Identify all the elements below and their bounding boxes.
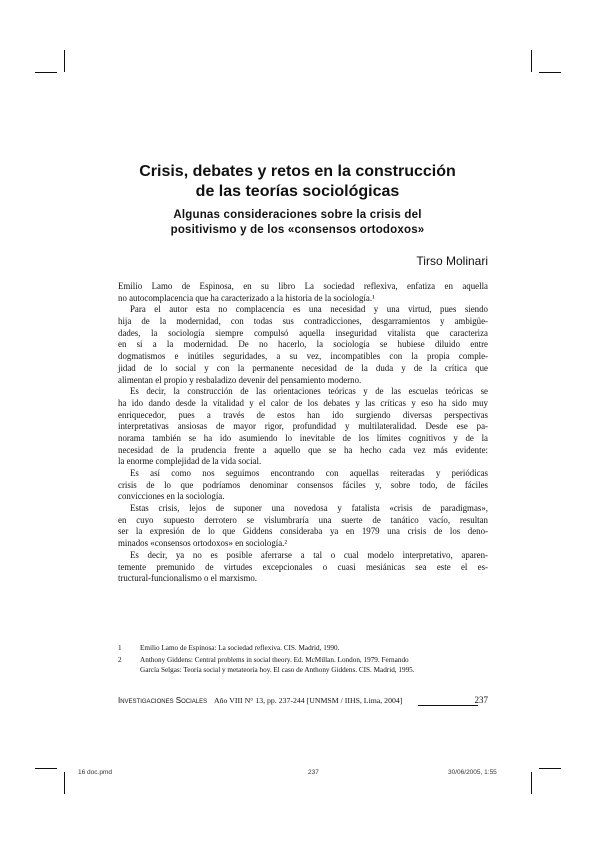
article-subtitle-line-2: positivismo y de los «consensos ortodoxos» xyxy=(170,224,425,236)
body-line: en cuyo supuesto derrotero se vislumbraría una suerte de tanático vacío, resultan xyxy=(118,514,488,525)
crop-mark-top-left-v xyxy=(64,50,65,72)
crop-mark-bottom-right-v xyxy=(531,772,532,794)
body-line: ser la expresión de lo que Giddens consideraba ya en 1979 una crisis de los deno- xyxy=(118,526,488,537)
footnote-2-continued xyxy=(118,666,488,676)
crop-mark-bottom-left-v xyxy=(64,772,65,794)
body-line: alimentan el propio y resbaladizo devenir del pensamiento moderno. xyxy=(118,374,362,385)
crop-mark-bottom-right-h xyxy=(539,768,561,769)
slug-filename: 16 doc.pmd xyxy=(78,769,112,776)
body-line: Estas crisis, lejos de suponer una novedosa y fatalista «crisis de paradigmas», xyxy=(130,503,488,514)
body-line: convicciones en la sociología. xyxy=(118,491,225,502)
body-line: hija de la modernidad, con todas sus contradicciones, desgarramientos y ambigüe- xyxy=(118,316,488,327)
body-line: Emilio Lamo de Espinosa, en su libro La sociedad reflexiva, enfatiza en aquella xyxy=(118,281,488,291)
body-line: crisis de lo que podríamos denominar consensos fáciles y, sobre todo, de fáciles xyxy=(118,479,488,490)
crop-mark-top-right-v xyxy=(531,50,532,72)
body-line: dades, la sociología siempre compulsó aquella inseguridad vitalista que caracteriza xyxy=(118,327,488,338)
footnote-text: Emilio Lamo de Espinosa: La sociedad reflexiva. CIS. Madrid, 1990. xyxy=(140,644,340,652)
body-line: interpretativas ansiosas de mayor rigor, profundidad y multilateralidad. Desde ese pa- xyxy=(118,421,488,432)
footnote-text: García Selgas: Teoría social y metateoría hoy. El caso de Anthony Giddens. CIS. Madrid, 1995. xyxy=(140,666,415,674)
slug-date: 30/06/2005, 1:55 xyxy=(448,769,497,776)
footnote-2 xyxy=(118,656,488,666)
body-line: minados «consensos ortodoxos» en sociología.² xyxy=(118,538,288,549)
body-line: en sí a la modernidad. De no hacerlo, la sociología se hubiese diluido entre xyxy=(118,339,488,350)
body-line: no autocomplacencia que ha caracterizado a la historia de la sociología.¹ xyxy=(118,292,375,303)
author-name: Tirso Molinari xyxy=(416,254,488,268)
body-line: Es así como nos seguimos encontrando con aquellas reiteradas y periódicas xyxy=(130,468,488,478)
footnote-number: 1 xyxy=(118,644,122,652)
body-line: necesidad de la prudencia frente a aquello que se ha hecho cada vez más evidente: xyxy=(118,444,488,455)
body-line: ha ido dando desde la vitalidad y el calor de los debates y las críticas y eso ha sido muy xyxy=(118,397,488,408)
crop-mark-top-right-h xyxy=(539,72,561,73)
body-line: jidad de lo social y con la permanente necesidad de la duda y de la crítica que xyxy=(118,362,488,373)
footer-rule xyxy=(418,705,478,706)
body-line: dogmatismos e inútiles seguridades, a su vez, incompatibles con la propia comple- xyxy=(118,351,488,362)
body-line: la enorme complejidad de la vida social. xyxy=(118,456,262,467)
page-number: 237 xyxy=(474,695,488,705)
journal-name: Investigaciones Sociales xyxy=(118,696,208,705)
body-line: tructural-funcionalismo o el marxismo. xyxy=(118,573,258,584)
body-line: norama también se ha ido asumiendo lo inevitable de los límites cognitivos y de la xyxy=(118,432,488,443)
footnote-number: 2 xyxy=(118,656,122,664)
article-subtitle-line-1: Algunas consideraciones sobre la crisis del xyxy=(173,209,422,221)
body-line: temente premunido de virtudes excepcionales o cuasi mesiánicas sea este el es- xyxy=(118,561,488,572)
crop-mark-bottom-left-h xyxy=(35,768,57,769)
footnote-1 xyxy=(118,644,488,654)
crop-mark-top-left-h xyxy=(35,72,57,73)
issue-info: Año VIII N° 13, pp. 237-244 [UNMSM / IIHS, Lima, 2004] xyxy=(214,696,403,705)
slug-page: 237 xyxy=(308,769,319,776)
article-title-line-1: Crisis, debates y retos en la construcción xyxy=(139,163,456,180)
footnote-text: Anthony Giddens: Central problems in social theory. Ed. McMillan. London, 1979. Fernando xyxy=(140,656,409,664)
article-body xyxy=(118,281,488,585)
body-line: Para el autor esta no complacencia es una necesidad y una virtud, pues siendo xyxy=(130,304,488,315)
body-line: Es decir, la construcción de las orientaciones teóricas y de las escuelas teóricas se xyxy=(130,386,488,397)
body-line: enriquecedor, pues a través de estos han ido surgiendo diversas perspectivas xyxy=(118,409,488,420)
page-footer xyxy=(118,696,488,708)
article-title-line-2: de las teorías sociológicas xyxy=(195,183,400,200)
body-line: Es decir, ya no es posible aferrarse a tal o cual modelo interpretativo, aparen- xyxy=(130,549,488,560)
